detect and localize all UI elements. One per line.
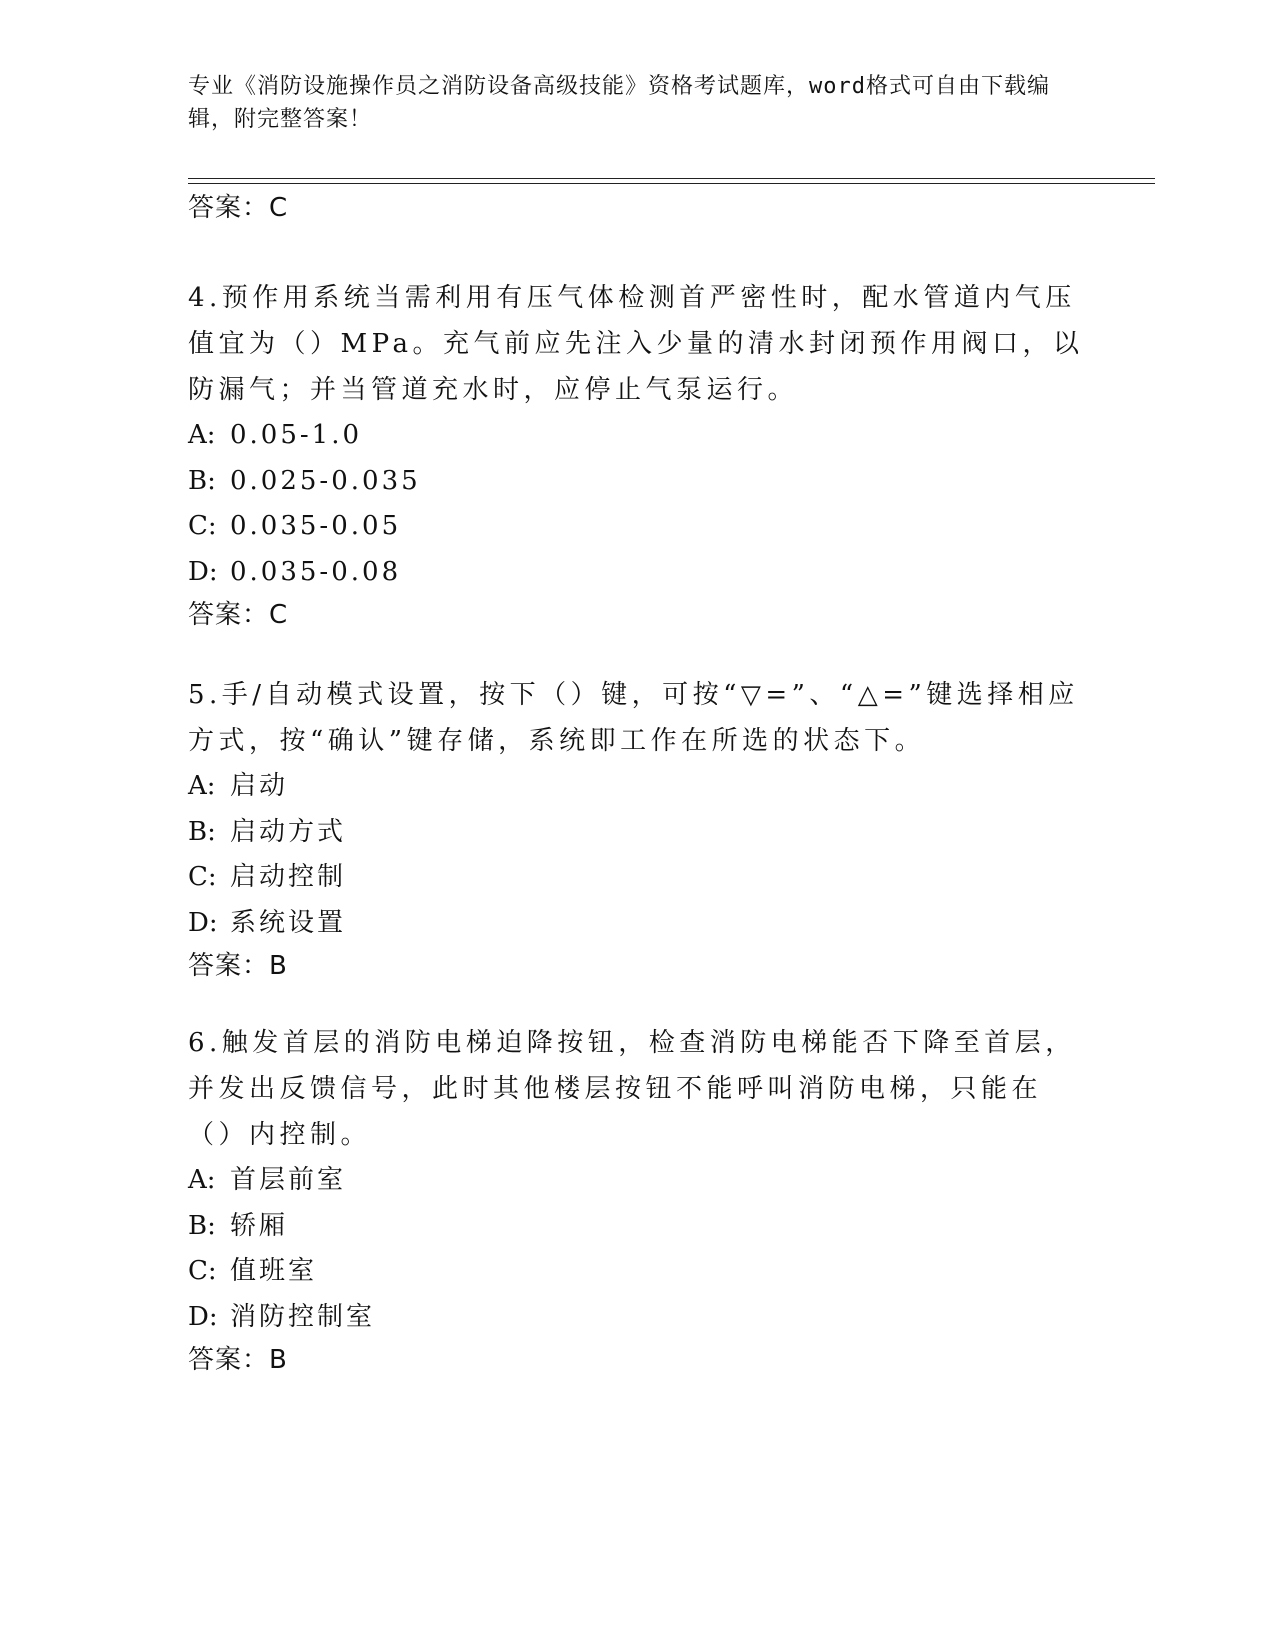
answer-line: 答案：C — [188, 600, 289, 630]
header-divider-top — [188, 178, 1155, 179]
option-d: D: 消防控制室 — [188, 1301, 376, 1332]
question-5 — [188, 672, 1088, 986]
question-stem: 5.手/自动模式设置，按下（）键，可按“▽=”、“△=”键选择相应方式，按“确认”键存储，系统即工作在所选的状态下。 — [188, 680, 1079, 756]
option-b: B: 轿厢 — [188, 1210, 289, 1241]
option-d: D: 系统设置 — [188, 907, 347, 938]
option-d: D: 0.035-0.08 — [188, 556, 402, 587]
option-b: B: 0.025-0.035 — [188, 465, 421, 496]
answer-line: 答案：C — [188, 193, 289, 223]
question-stem: 4.预作用系统当需利用有压气体检测首严密性时，配水管道内气压值宜为（）MPa。充气前应先注入少量的清水封闭预作用阀口，以防漏气；并当管道充水时，应停止气泵运行。 — [188, 283, 1084, 405]
option-a: A: 启动 — [188, 771, 289, 801]
option-b: B: 启动方式 — [188, 816, 347, 847]
previous-answer-block — [188, 188, 1088, 228]
header-divider-bottom — [188, 183, 1155, 184]
answer-line: 答案：B — [188, 951, 288, 981]
page-header: 专业《消防设施操作员之消防设备高级技能》资格考试题库，word格式可自由下载编辑，附完整答案！ — [188, 74, 1050, 132]
option-c: C: 0.035-0.05 — [188, 511, 402, 541]
question-6 — [188, 1020, 1088, 1380]
option-a: A: 0.05-1.0 — [188, 420, 363, 450]
answer-line: 答案：B — [188, 1345, 288, 1375]
option-c: C: 值班室 — [188, 1256, 318, 1286]
question-4 — [188, 275, 1088, 635]
option-c: C: 启动控制 — [188, 862, 347, 892]
option-a: A: 首层前室 — [188, 1165, 347, 1195]
question-stem: 6.触发首层的消防电梯迫降按钮，检查消防电梯能否下降至首层，并发出反馈信号，此时其他楼层按钮不能呼叫消防电梯，只能在（）内控制。 — [188, 1028, 1076, 1150]
